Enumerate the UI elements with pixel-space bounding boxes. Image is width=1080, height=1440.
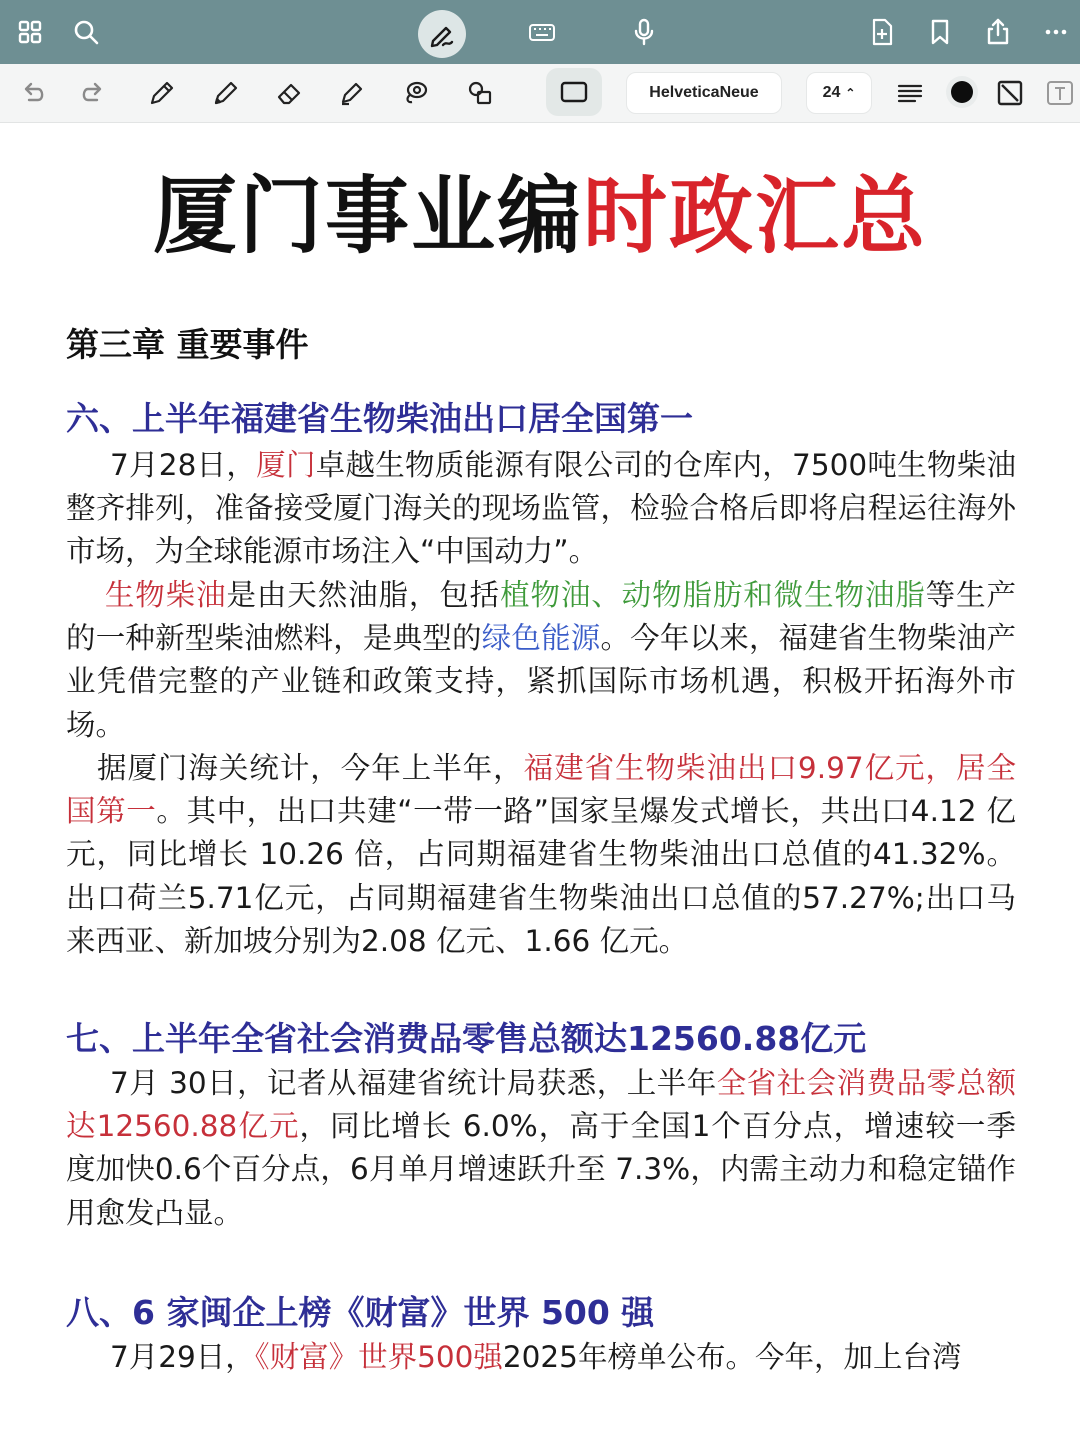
section-7-paragraph-1: 7月 30日，记者从福建省统计局获悉，上半年全省社会消费品零总额达12560.88亿元，同比增长 6.0%，高于全国1个百分点，增速较一季度加快0.6个百分点，6月单月增速跃升至 7.3%，内需主动力和稳定锚作用愈发凸显。 [66, 1066, 1016, 1230]
section-6-paragraph-1: 7月28日，厦门卓越生物质能源有限公司的仓库内，7500吨生物柴油整齐排列，准备接受厦门海关的现场监管，检验合格后即将启程运往海外市场，为全球能源市场注入“中国动力”。 [66, 448, 1016, 569]
page-title [0, 164, 1080, 268]
font-selector[interactable] [626, 72, 782, 114]
textbox-icon[interactable] [546, 68, 602, 116]
color-icon[interactable] [946, 76, 978, 108]
grid-icon[interactable] [10, 12, 50, 52]
redo-icon[interactable] [74, 75, 110, 111]
add-page-icon[interactable] [862, 12, 902, 52]
keyboard-icon[interactable] [522, 12, 562, 52]
lasso-icon[interactable] [398, 75, 434, 111]
shapes-icon[interactable] [462, 75, 498, 111]
undo-icon[interactable] [16, 75, 52, 111]
section-8-title: 八、6 家闽企上榜《财富》世界 500 强 [66, 1293, 655, 1332]
chapter-heading: 第三章 重要事件 [66, 325, 309, 364]
share-icon[interactable] [978, 12, 1018, 52]
font-name-label: HelveticaNeue [649, 84, 759, 101]
text-tool-icon[interactable] [1042, 75, 1078, 111]
align-icon[interactable] [892, 75, 928, 111]
shape-style-icon[interactable] [992, 75, 1028, 111]
section-6-title: 六、上半年福建省生物柴油出口居全国第一 [66, 399, 693, 438]
mic-icon[interactable] [624, 12, 664, 52]
font-size-label: 24 [822, 84, 841, 101]
section-6-paragraph-2: 生物柴油是由天然油脂，包括植物油、动物脂肪和微生物油脂等生产的一种新型柴油燃料，是典型的绿色能源。今年以来，福建省生物柴油产业凭借完整的产业链和政策支持，紧抓国际市场机遇，积极开拓海外市场。 [66, 578, 1016, 742]
pen-tool-icon[interactable] [144, 75, 180, 111]
bookmark-icon[interactable] [920, 12, 960, 52]
more-icon[interactable] [1036, 12, 1076, 52]
title-black: 厦门事业编 [152, 167, 583, 265]
section-6-paragraph-3: 据厦门海关统计，今年上半年，福建省生物柴油出口9.97亿元，居全国第一。其中，出口共建“一带一路”国家呈爆发式增长，共出口4.12 亿元，同比增长 10.26 倍，占同期福建省生物柴油出口总值的41.32%。出口荷兰5.71亿元，占同期福建省生物柴油出口总值的57.27%;出口马来西亚、新加坡分别为2.08 亿元、1.66 亿元。 [66, 751, 1016, 958]
search-icon[interactable] [66, 12, 106, 52]
section-8-paragraph-1: 7月29日，《财富》世界500强2025年榜单公布。今年，加上台湾 [110, 1340, 962, 1374]
font-size-selector[interactable] [806, 72, 872, 114]
section-7-title: 七、上半年全省社会消费品零售总额达12560.88亿元 [66, 1019, 867, 1058]
eraser-icon[interactable] [272, 75, 308, 111]
highlighter-icon[interactable] [334, 75, 370, 111]
pen-icon[interactable] [418, 10, 466, 58]
title-red: 时政汇总 [583, 167, 928, 265]
chevron-updown-icon: ⌃ [845, 86, 856, 100]
top-bar [0, 0, 1080, 64]
pencil-icon[interactable] [208, 75, 244, 111]
